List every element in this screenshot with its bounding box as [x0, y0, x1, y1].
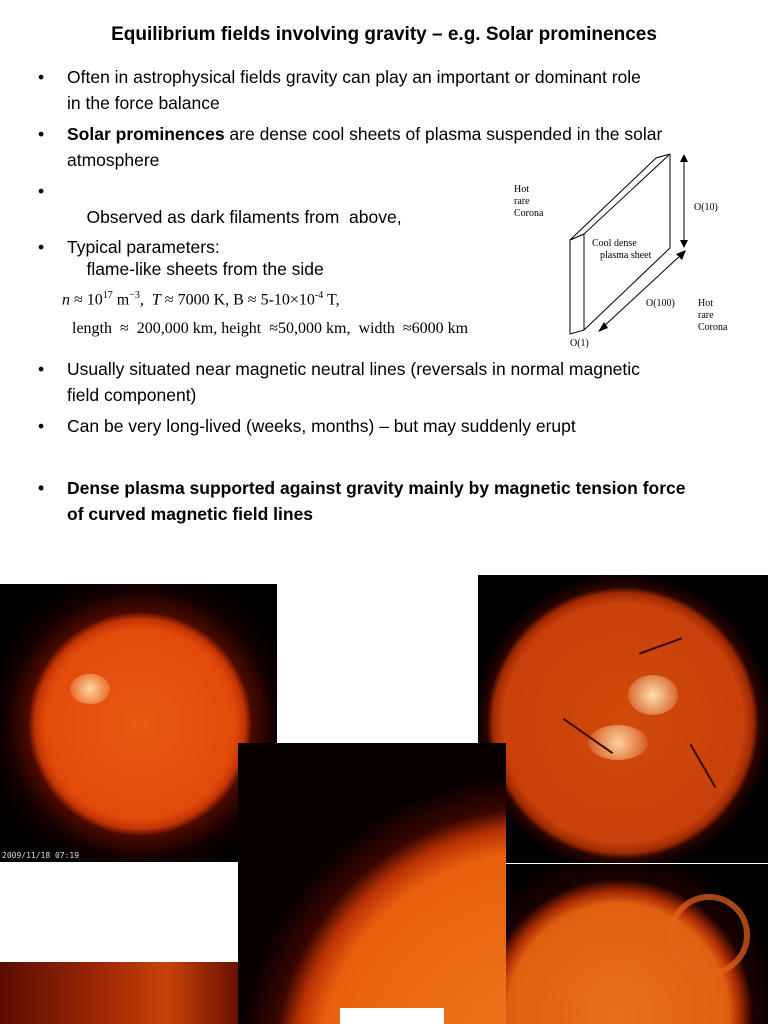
slide-title: Equilibrium fields involving gravity – e.g. Solar prominences [111, 24, 657, 45]
height-order-label: O(10) [694, 202, 718, 213]
formula-text: T, [323, 291, 340, 309]
sun-image-lower-right [478, 864, 768, 1024]
sun-image-filaments-right [478, 575, 768, 863]
sun-image-limb-closeup [238, 743, 506, 1024]
bullet-line: field component) [67, 385, 197, 405]
prominence-sheet-diagram [500, 150, 740, 350]
formula-exp: −3 [129, 290, 140, 301]
bullet-marker: • [38, 67, 45, 87]
sun-image-full-disk-left [0, 584, 277, 862]
prominence-loop [668, 894, 750, 976]
hot-corona-label-top: rare [514, 196, 530, 207]
var-n: n [62, 291, 70, 309]
bullet-marker: • [38, 416, 45, 436]
bullet-line: Often in astrophysical fields gravity can play an important or dominant role [67, 67, 641, 87]
bullet-neutral-lines [38, 356, 738, 410]
sheet-top-face [570, 154, 670, 240]
white-gap [340, 1008, 444, 1024]
bullet-text [67, 64, 641, 116]
bullet-long-lived [38, 413, 738, 441]
bullet-line: Dense plasma supported against gravity mainly by magnetic tension force [67, 478, 686, 498]
bullet-marker: • [38, 478, 45, 498]
bullet-line: of curved magnetic field lines [67, 504, 314, 524]
bullet-typical-parameters [38, 234, 438, 262]
filament [639, 637, 682, 654]
image-timestamp: 2009/11/18 07:19 [2, 851, 80, 860]
hot-corona-label-bottom: Hot [698, 298, 713, 309]
filament [690, 744, 717, 788]
bright-region [628, 675, 678, 715]
bullet-line: are dense cool sheets of plasma suspended in the solar [224, 124, 663, 144]
hot-corona-label-bottom: Corona [698, 322, 728, 333]
bullet-line: Usually situated near magnetic neutral lines (reversals in normal magnetic [67, 359, 640, 379]
bullet-marker: • [38, 359, 45, 379]
bullet-line: Observed as dark filaments from above, [86, 207, 402, 227]
hot-corona-label-top: Corona [514, 208, 544, 219]
bullet-gravity-role [38, 64, 738, 118]
formula-text: ≈ 10 [70, 291, 103, 309]
hot-corona-label-top: Hot [514, 184, 529, 195]
sheet-label: Cool dense [592, 238, 637, 249]
var-T: T [151, 291, 161, 309]
width-order-label: O(1) [570, 338, 589, 349]
formula-exp: -4 [314, 290, 324, 301]
length-order-label: O(100) [646, 298, 675, 309]
sheet-front-face [570, 234, 584, 334]
formula-exp: 17 [102, 290, 113, 301]
formula-text: m [112, 291, 130, 309]
parameter-formula-line2: length ≈ 200,000 km, height ≈50,000 km, width ≈6000 km [72, 320, 469, 337]
bullet-marker: • [38, 181, 45, 201]
sun-image-bottom-left [0, 962, 238, 1024]
bullet-magnetic-tension [38, 475, 738, 529]
bullet-line: flame-like sheets from the side [86, 259, 324, 279]
bullet-text [67, 475, 686, 527]
bullet-marker: • [38, 124, 45, 144]
bullet-text: Can be very long-lived (weeks, months) – but may suddenly erupt [67, 416, 576, 436]
bullet-marker: • [38, 237, 45, 257]
formula-text: ≈ 7000 K, B ≈ 5-10×10 [160, 291, 315, 309]
arrow-head [680, 240, 688, 248]
length-arrow [602, 254, 682, 328]
sheet-label: plasma sheet [600, 250, 652, 261]
bullet-text [67, 356, 640, 408]
bullet-line: atmosphere [67, 150, 160, 170]
arrow-head [680, 154, 688, 162]
bullet-line: in the force balance [67, 93, 220, 113]
hot-corona-label-bottom: rare [698, 310, 714, 321]
bullet-text: Typical parameters: [67, 237, 220, 257]
parameter-formula-line1: $n \approx 10^{17}$ $m^{-3}$, T ≈ 7000 K, $B \approx 5-10\times 10^{-4}$ T, [62, 290, 340, 309]
bold-term: Solar prominences [67, 124, 225, 144]
bright-region [70, 674, 110, 704]
